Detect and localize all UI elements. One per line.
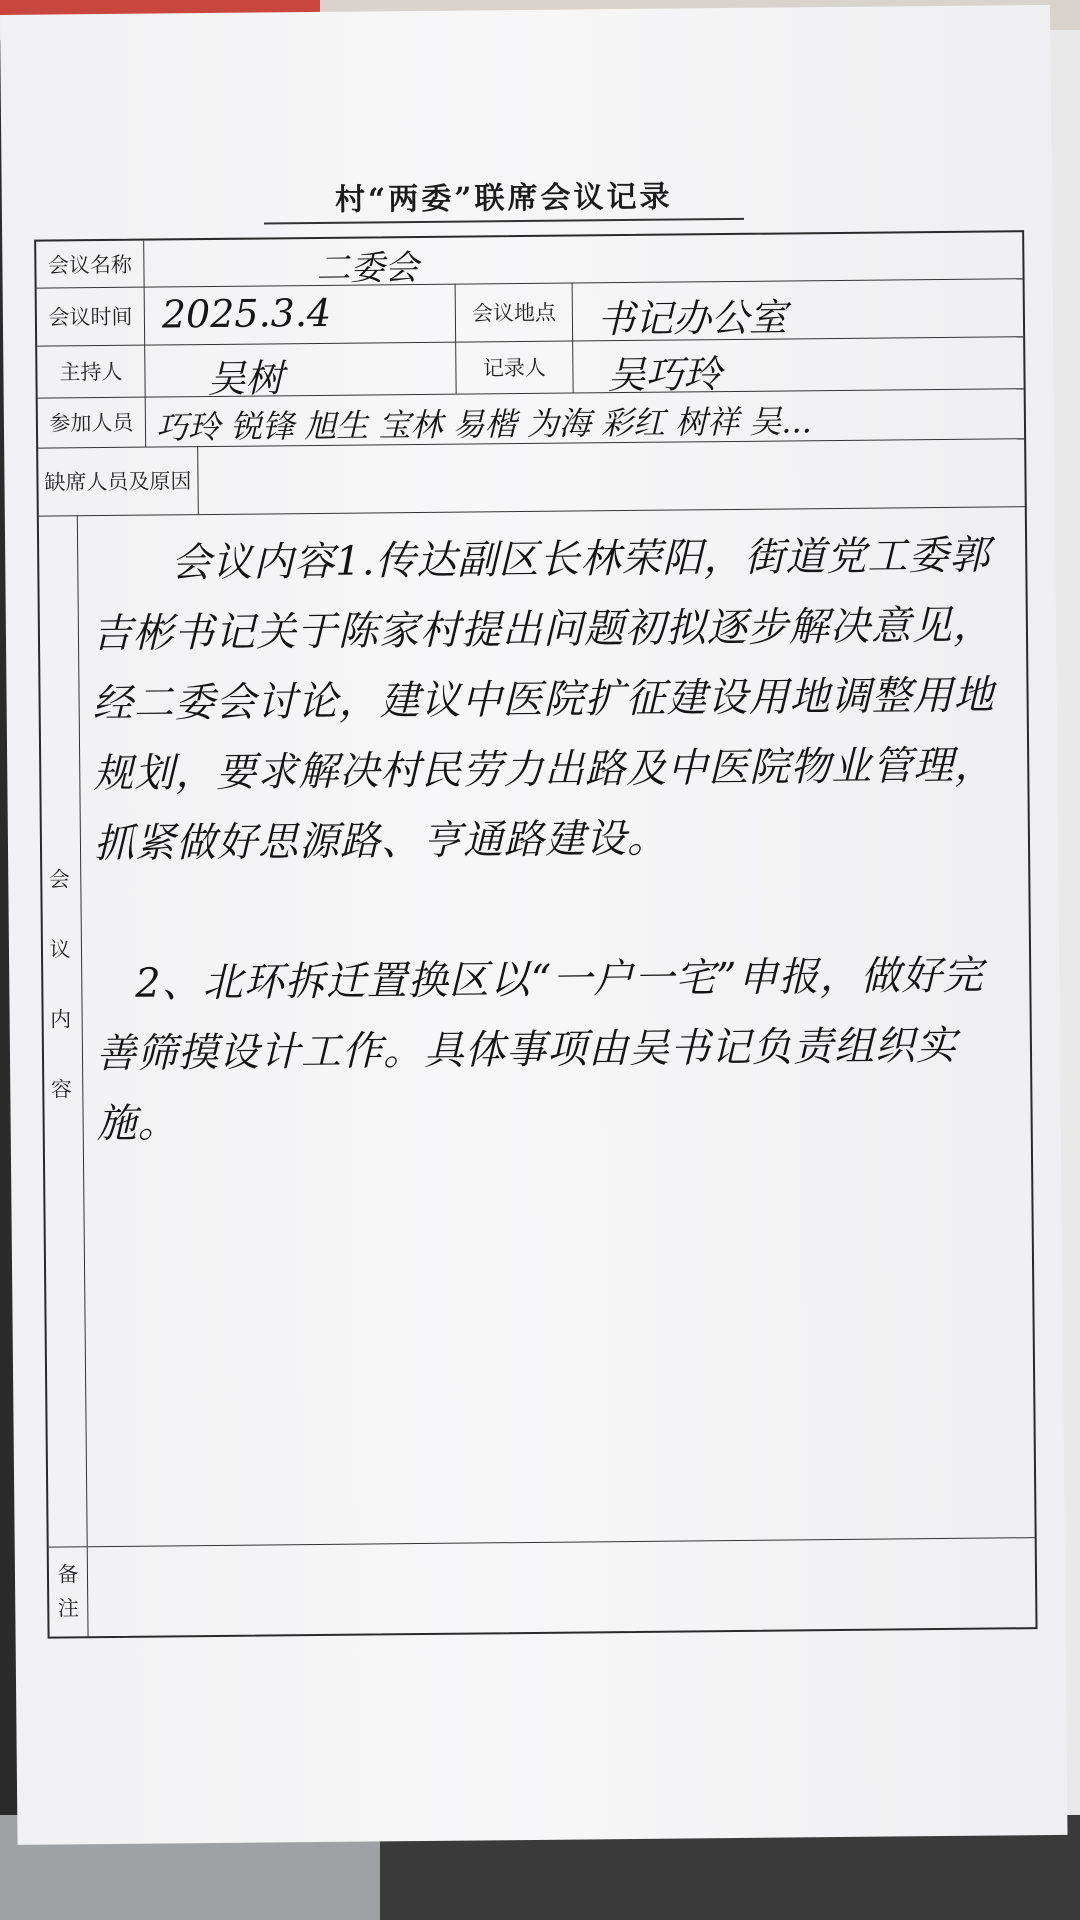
meeting-record-sheet	[0, 5, 1068, 1845]
host-label: 主持人	[37, 345, 145, 398]
meeting-content-paragraph-1: 会议内容1.传达副区长林荣阳，街道党工委郭吉彬书记关于陈家村提出问题初拟逐步解决意见，经二委会讨论，建议中医院扩征建设用地调整用地规划，要求解决村民劳力出路及中医院物业管理，抓紧做好思源路、亨通路建设。	[91, 532, 996, 868]
host-value: 吴树	[207, 356, 284, 402]
meeting-name-label: 会议名称	[36, 241, 144, 288]
content-label-char: 议	[49, 938, 71, 962]
meeting-time-value: 2025.3.4	[161, 290, 332, 337]
attendees-label: 参加人员	[38, 397, 146, 448]
meeting-content-section	[39, 506, 1035, 1546]
remarks-section	[49, 1537, 1036, 1637]
recorder-label: 记录人	[455, 341, 573, 394]
meeting-content-paragraph-2: 2、北环拆迁置换区以“一户一宅”申报，做好完善筛摸设计工作。具体事项由吴书记负责组织实施。	[95, 952, 984, 1148]
attendees-value: 巧玲 锐锋 旭生 宝林 易楷 为海 彩红 树祥 吴...	[155, 402, 813, 447]
meeting-place-label: 会议地点	[455, 283, 574, 342]
absent-label: 缺席人员及原因	[38, 446, 199, 516]
meeting-time-label: 会议时间	[37, 287, 146, 346]
remarks-label	[49, 1547, 89, 1637]
meeting-name-value: 二委会	[316, 247, 419, 289]
content-label-char: 容	[50, 1078, 72, 1102]
remarks-label-char: 备	[57, 1563, 79, 1587]
record-form	[34, 230, 1037, 1638]
row-absent	[38, 438, 1025, 516]
meeting-content-label	[42, 845, 79, 1125]
content-label-char: 会	[48, 868, 70, 892]
meeting-place-value: 书记办公室	[596, 295, 788, 342]
page-title: 村“两委”联席会议记录	[334, 179, 673, 218]
row-time-place	[37, 278, 1024, 346]
remarks-label-char: 注	[57, 1597, 79, 1621]
content-label-char: 内	[50, 1008, 72, 1032]
title-underline	[264, 218, 744, 225]
recorder-value: 吴巧玲	[607, 352, 722, 398]
